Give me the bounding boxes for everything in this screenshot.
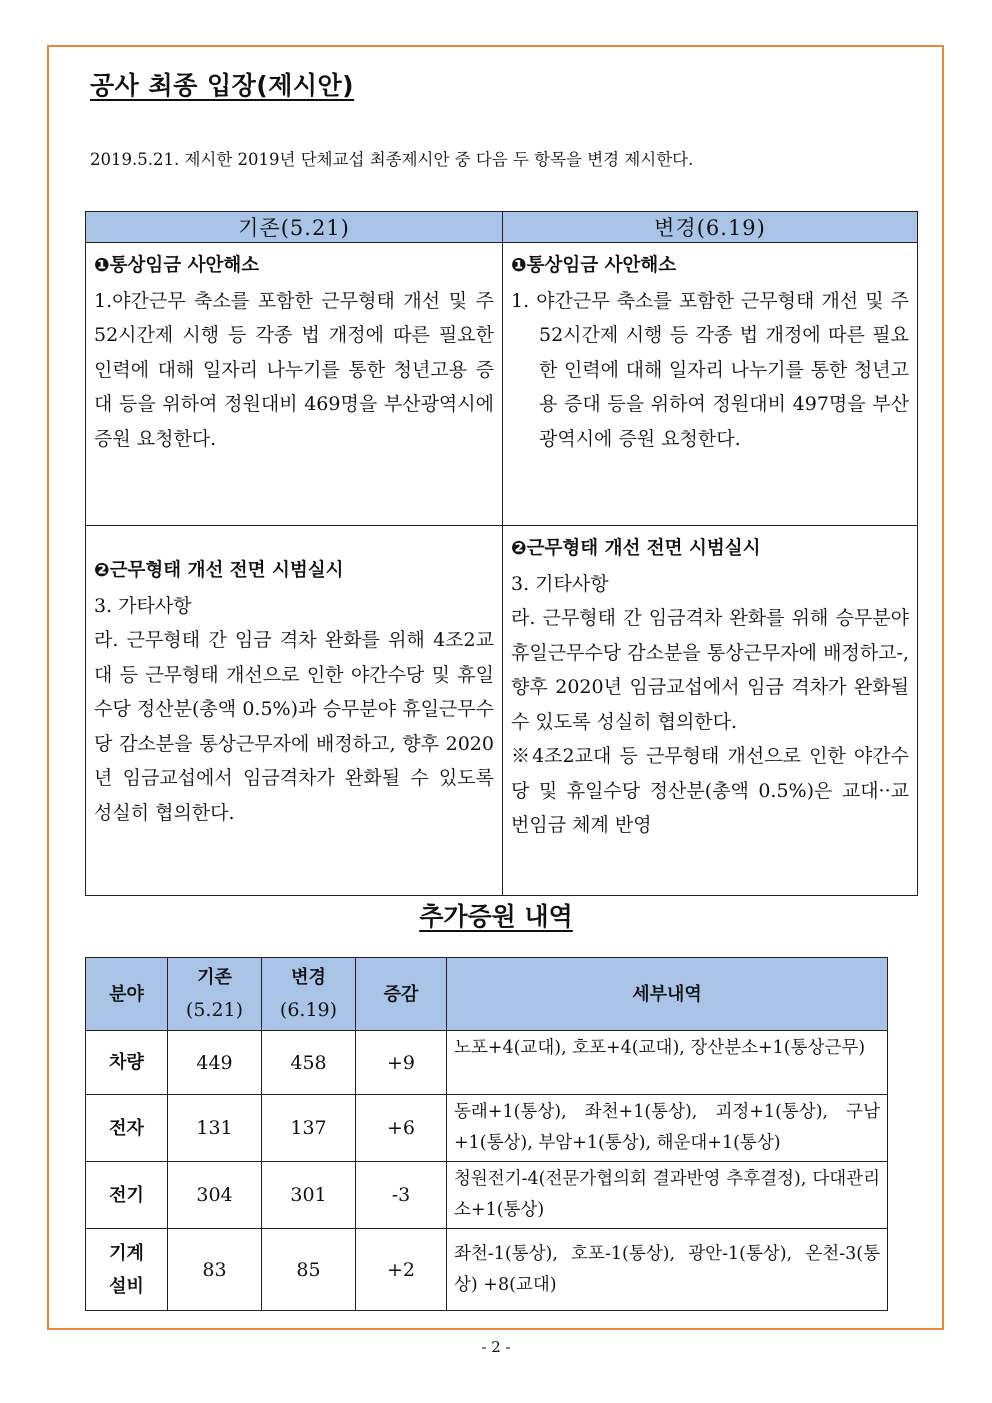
after-item-1: [503, 243, 918, 526]
page-number: - 2 -: [481, 1338, 511, 1356]
row-field: [86, 1229, 168, 1311]
row-field: 차량: [86, 1031, 168, 1095]
after-item-2-body: 라. 근무형태 간 임금격차 완화를 위해 승무분야 휴일근무수당 감소분을 통상근무자에 배정하고-, 향후 2020년 임금교섭에서 임금 격차가 완화될 수 있도록 성실히 협의한다.: [511, 607, 909, 733]
row-field: 전기: [86, 1162, 168, 1229]
row-before: 83: [168, 1229, 262, 1311]
row-desc: 청원전기-4(전문가협의회 결과반영 추후결정), 다대관리소+1(통상): [447, 1162, 888, 1229]
row-before: 131: [168, 1095, 262, 1162]
before-item-2-subheading: 3. 가타사항: [94, 594, 192, 617]
after-item-2: [503, 526, 918, 896]
col-change: 증감: [356, 958, 447, 1031]
row-desc: 동래+1(통상), 좌천+1(통상), 괴정+1(통상), 구남+1(통상), 부암+1(통상), 해운대+1(통상): [447, 1095, 888, 1162]
row-after: 458: [262, 1031, 356, 1095]
row-change: +2: [356, 1229, 447, 1311]
after-item-2-heading: ❷근무형태 개선 전면 시범실시: [511, 538, 761, 559]
row-field-line-2: 설비: [109, 1275, 144, 1297]
row-before: 449: [168, 1031, 262, 1095]
after-item-1-heading: ❶통상임금 사안해소: [511, 255, 677, 276]
before-item-1-body: 1.야간근무 축소를 포함한 근무형태 개선 및 주52시간제 시행 등 각종 법 개정에 따른 필요한 인력에 대해 일자리 나누기를 통한 청년고용 증대 등을 위하여 정원대비 469명을 부산광역시에 증원 요청한다.: [94, 289, 494, 450]
row-desc: 좌천-1(통상), 호포-1(통상), 광안-1(통상), 온천-3(통상) +8(교대): [447, 1229, 888, 1311]
col-before: [168, 958, 262, 1031]
before-item-1-heading: ❶통상임금 사안해소: [94, 255, 260, 276]
detail-header-row: [86, 958, 888, 1031]
comparison-row-1: [86, 243, 918, 526]
row-field-line-1: 기계: [109, 1242, 144, 1264]
comparison-header-row: [86, 212, 918, 243]
before-item-2-body: 라. 근무형태 간 임금 격차 완화를 위해 4조2교대 등 근무형태 개선으로 인한 야간수당 및 휴일수당 정산분(총액 0.5%)과 승무분야 휴일근무수당 감소분을 통상근무자에 배정하고, 향후 2020년 임금교섭에서 임금격차가 완화될 수 있도록 성실히 협의한다.: [94, 629, 494, 824]
row-after: 85: [262, 1229, 356, 1311]
row-field: 전자: [86, 1095, 168, 1162]
section-subtitle: 추가증원 내역: [419, 902, 573, 931]
col-before-date: (5.21): [185, 999, 244, 1021]
header-before: 기존(5.21): [86, 212, 503, 243]
row-desc: 노포+4(교대), 호포+4(교대), 장산분소+1(통상근무): [447, 1031, 888, 1095]
before-item-2-heading: ❷근무형태 개선 전면 시범실시: [94, 560, 344, 581]
before-item-2: [86, 526, 503, 896]
col-field: 분야: [86, 958, 168, 1031]
row-change: +9: [356, 1031, 447, 1095]
row-after: 301: [262, 1162, 356, 1229]
table-row: [86, 1031, 888, 1095]
after-item-2-subheading: 3. 기타사항: [511, 572, 609, 595]
after-item-1-body: 1. 야간근무 축소를 포함한 근무형태 개선 및 주 52시간제 시행 등 각종 법 개정에 따른 필요한 인력에 대해 일자리 나누기를 통한 청년고용 증대 등을 위하여 정원대비 497명을 부산광역시에 증원 요청한다.: [511, 289, 909, 450]
table-row: [86, 1229, 888, 1311]
col-after-date: (6.19): [279, 999, 338, 1021]
table-row: [86, 1095, 888, 1162]
after-item-2-note: ※4조2교대 등 근무형태 개선으로 인한 야간수당 및 휴일수당 정산분(총액 0.5%)은 교대··교번임금 체계 반영: [511, 745, 909, 836]
header-after: 변경(6.19): [503, 212, 918, 243]
col-before-label: 기존: [197, 967, 232, 988]
col-after: [262, 958, 356, 1031]
row-change: -3: [356, 1162, 447, 1229]
comparison-row-2: [86, 526, 918, 896]
row-change: +6: [356, 1095, 447, 1162]
table-row: [86, 1162, 888, 1229]
intro-text: 2019.5.21. 제시한 2019년 단체교섭 최종제시안 중 다음 두 항목을 변경 제시한다.: [90, 150, 694, 169]
page-title: 공사 최종 입장(제시안): [90, 71, 355, 100]
row-after: 137: [262, 1095, 356, 1162]
col-after-label: 변경: [291, 967, 326, 988]
staffing-detail-table: [85, 957, 888, 1311]
col-desc: 세부내역: [447, 958, 888, 1031]
comparison-table: [85, 211, 918, 896]
row-before: 304: [168, 1162, 262, 1229]
before-item-1: [86, 243, 503, 526]
section-subtitle-wrap: [0, 897, 992, 933]
